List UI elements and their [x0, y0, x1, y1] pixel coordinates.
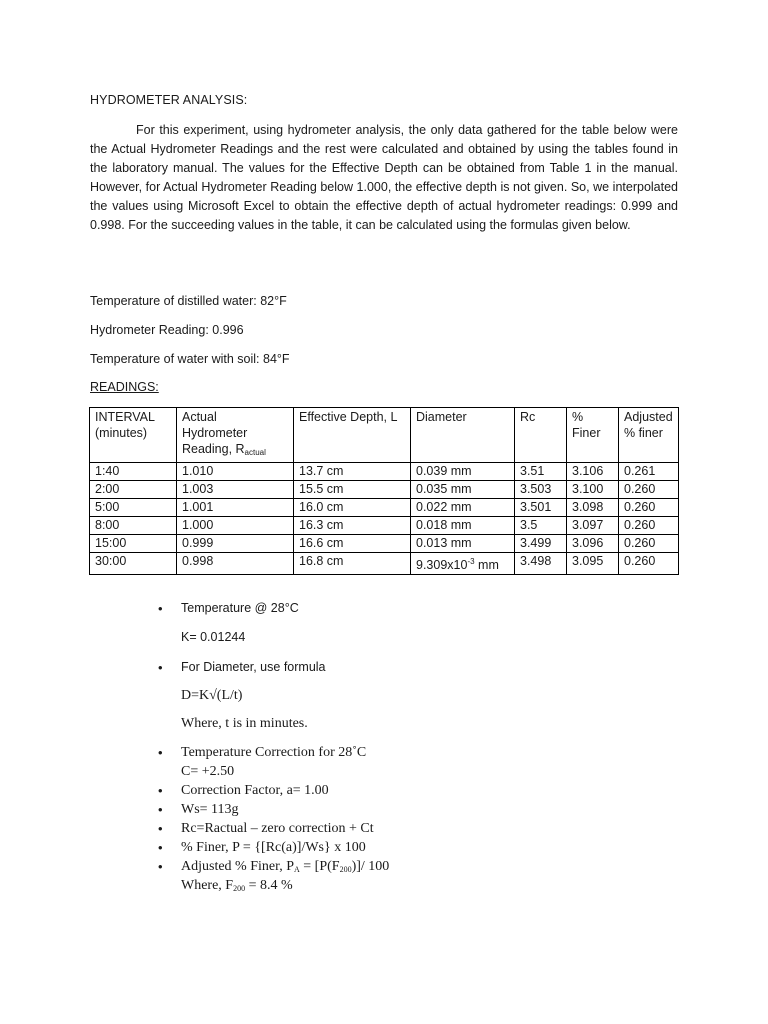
note-where-t: Where, t is in minutes. — [181, 716, 308, 731]
cell-rc: 3.499 — [515, 535, 567, 553]
cell-finer: 3.097 — [567, 517, 619, 535]
bullet-icon: • — [158, 601, 163, 616]
cell-diameter: 0.039 mm — [411, 463, 515, 481]
table-row — [90, 481, 679, 499]
section-heading: HYDROMETER ANALYSIS: — [90, 93, 248, 107]
cell-rc: 3.501 — [515, 499, 567, 517]
cell-actual: 1.001 — [177, 499, 294, 517]
cell-rc: 3.5 — [515, 517, 567, 535]
table-row — [90, 517, 679, 535]
note-c-value: C= +2.50 — [181, 764, 235, 779]
cell-interval: 8:00 — [90, 517, 177, 535]
note-temp-correction: Temperature Correction for 28˚C — [181, 745, 367, 760]
soil-water-temperature: Temperature of water with soil: 84°F — [90, 352, 290, 366]
cell-depth: 15.5 cm — [294, 481, 411, 499]
cell-depth: 16.8 cm — [294, 553, 411, 575]
table-row — [90, 499, 679, 517]
note-ws: Ws= 113g — [181, 802, 239, 817]
cell-depth: 16.3 cm — [294, 517, 411, 535]
intro-text: For this experiment, using hydrometer analysis, the only data gathered for the table below were the Actual Hydrometer Readings and the rest were calculated and obtained by using the tables found in the laboratory manual. The values for the Effective Depth can be obtained from Table 1 in the manual. However, for Actual Hydrometer Reading below 1.000, the effective depth is not given. So, we interpolated the values using Microsoft Excel to obtain the effective depth of actual hydrometer readings: 0.999 and 0.998. For the succeeding values in the table, it can be calculated using the formulas given below. — [90, 123, 678, 232]
cell-interval: 30:00 — [90, 553, 177, 575]
header-percent-finer: % Finer — [567, 408, 619, 463]
intro-paragraph — [90, 121, 678, 235]
cell-rc: 3.498 — [515, 553, 567, 575]
note-where-f200: Where, $F_{200} = 8.4$ % — [181, 878, 293, 893]
header-diameter: Diameter — [411, 408, 515, 463]
cell-interval: 15:00 — [90, 535, 177, 553]
cell-adjusted: 0.261 — [619, 463, 679, 481]
table-row — [90, 535, 679, 553]
cell-depth: 16.6 cm — [294, 535, 411, 553]
readings-table — [89, 407, 679, 575]
bullet-icon: • — [158, 660, 163, 675]
cell-finer: 3.095 — [567, 553, 619, 575]
header-effective-depth: Effective Depth, L — [294, 408, 411, 463]
readings-label: READINGS: — [90, 380, 159, 394]
note-correction-factor: Correction Factor, a= 1.00 — [181, 783, 329, 798]
table-row — [90, 463, 679, 481]
cell-diameter: 0.018 mm — [411, 517, 515, 535]
bullet-icon: • — [158, 840, 163, 855]
bullet-icon: • — [158, 745, 163, 760]
cell-actual: 1.003 — [177, 481, 294, 499]
cell-actual: 1.000 — [177, 517, 294, 535]
cell-adjusted: 0.260 — [619, 481, 679, 499]
cell-adjusted: 0.260 — [619, 499, 679, 517]
cell-actual: 0.999 — [177, 535, 294, 553]
cell-finer: 3.098 — [567, 499, 619, 517]
table-header-row — [90, 408, 679, 463]
cell-interval: 1:40 — [90, 463, 177, 481]
cell-interval: 2:00 — [90, 481, 177, 499]
cell-finer: 3.100 — [567, 481, 619, 499]
cell-interval: 5:00 — [90, 499, 177, 517]
note-temperature: Temperature @ 28°C — [181, 601, 299, 615]
cell-depth: 16.0 cm — [294, 499, 411, 517]
header-adjusted-finer: Adjusted % finer — [619, 408, 679, 463]
note-rc-formula: Rc=Ractual – zero correction + Ct — [181, 821, 374, 836]
cell-finer: 3.096 — [567, 535, 619, 553]
cell-adjusted: 0.260 — [619, 535, 679, 553]
hydrometer-reading: Hydrometer Reading: 0.996 — [90, 323, 244, 337]
distilled-water-temperature: Temperature of distilled water: 82°F — [90, 294, 287, 308]
header-rc: Rc — [515, 408, 567, 463]
bullet-icon: • — [158, 783, 163, 798]
bullet-icon: • — [158, 859, 163, 874]
bullet-icon: • — [158, 802, 163, 817]
cell-diameter: 0.035 mm — [411, 481, 515, 499]
table-row — [90, 553, 679, 575]
header-actual-reading: Actual Hydrometer Reading, $R_{actual}$ — [177, 408, 294, 463]
cell-actual: 0.998 — [177, 553, 294, 575]
cell-adjusted: 0.260 — [619, 553, 679, 575]
cell-depth: 13.7 cm — [294, 463, 411, 481]
cell-rc: 3.51 — [515, 463, 567, 481]
header-interval: INTERVAL (minutes) — [90, 408, 177, 463]
note-d-formula: D=K√(L/t) — [181, 688, 243, 703]
cell-diameter: $9.309x10^{-3}$ mm — [411, 553, 515, 575]
note-diameter-formula: For Diameter, use formula — [181, 660, 326, 674]
bullet-icon: • — [158, 821, 163, 836]
note-adjusted-formula: Adjusted % Finer, $P_A = [P(F_{200})]/$ 100 — [181, 859, 390, 874]
cell-finer: 3.106 — [567, 463, 619, 481]
cell-adjusted: 0.260 — [619, 517, 679, 535]
note-k-value: K= 0.01244 — [181, 630, 246, 644]
cell-diameter: 0.022 mm — [411, 499, 515, 517]
note-finer-formula: % Finer, P = {[Rc(a)]/Ws} x 100 — [181, 840, 366, 855]
cell-rc: 3.503 — [515, 481, 567, 499]
cell-diameter: 0.013 mm — [411, 535, 515, 553]
cell-actual: 1.010 — [177, 463, 294, 481]
